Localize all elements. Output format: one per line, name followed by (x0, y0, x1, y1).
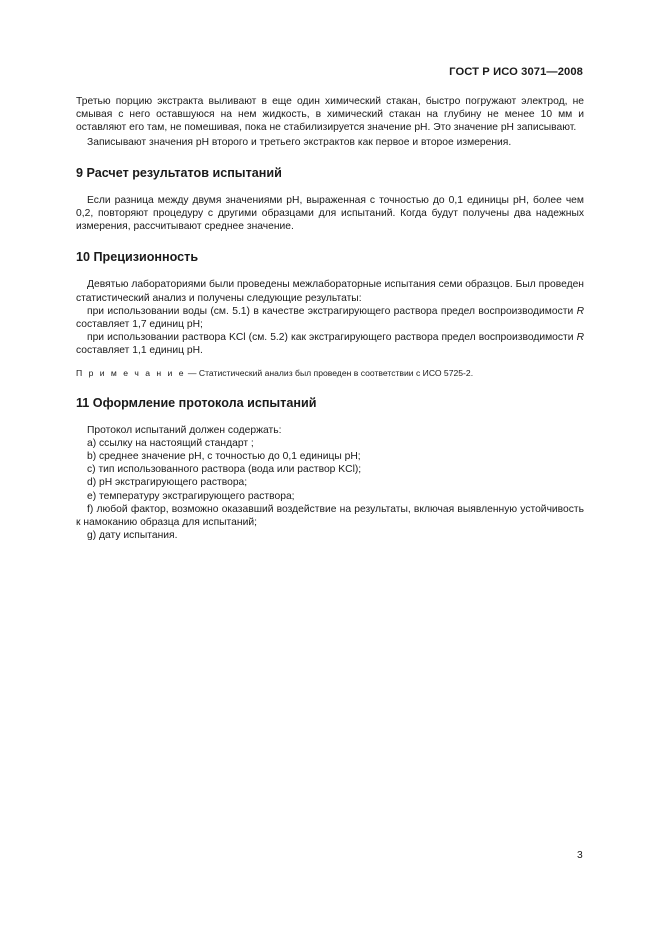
paragraph (76, 136, 584, 149)
list-item: b) среднее значение pH, с точностью до 0,1 единицы pH; (87, 451, 361, 463)
paragraph-text: составляет 1,7 единиц pH; (76, 319, 203, 331)
paragraph-text: при использовании воды (см. 5.1) в качестве экстрагирующего раствора предел воспроизводимости (87, 305, 577, 317)
paragraph-text: при использовании раствора KCl (см. 5.2) как экстрагирующего раствора предел воспроизводимости (87, 332, 577, 344)
list-item: f) любой фактор, возможно оказавший воздействие на результаты, включая выявленную устойчивость к намоканию образца для испытаний; (76, 503, 584, 529)
paragraph (76, 331, 584, 357)
paragraph-text: Записывают значения pH второго и третьего экстрактов как первое и второе измерения. (87, 136, 512, 148)
list-item: e) температуру экстрагирующего раствора; (87, 490, 295, 502)
list-item: d) pH экстрагирующего раствора; (87, 477, 248, 489)
paragraph: Если разница между двумя значениями pH, выраженная с точностью до 0,1 единицы pH, более чем 0,2, повторяют процедуру с другими образцами для испытаний. Когда будут получены два надежных измерения, рассчитывают среднее значение. (76, 194, 584, 233)
section-heading-10: 10 Прецизионность (76, 250, 199, 265)
paragraph: Протокол испытаний должен содержать: (87, 424, 282, 436)
list-item: g) дату испытания. (87, 530, 178, 542)
page-number: 3 (577, 850, 583, 861)
paragraph: Девятью лабораториями были проведены межлабораторные испытания семи образцов. Был проведен статистический анализ и получены следующие результаты: (76, 279, 584, 304)
list-item: c) тип использованного раствора (вода или раствор KCl); (87, 464, 362, 476)
document-header: ГОСТ Р ИСО 3071—2008 (449, 66, 583, 78)
section-heading-9: 9 Расчет результатов испытаний (76, 165, 282, 180)
paragraph (76, 95, 584, 135)
section-heading-11: 11 Оформление протокола испытаний (76, 395, 317, 410)
note-text: — Статистический анализ был проведен в соответствии с ИСО 5725-2. (185, 367, 474, 378)
list-item: a) ссылку на настоящий стандарт ; (87, 437, 254, 449)
paragraph-text: составляет 1,1 единиц pH. (76, 345, 203, 357)
paragraph-text: Третью порцию экстракта выливают в еще один химический стакан, быстро погружают электрод, не смывая с него оставшуюся на нем жидкость, в химический стакан на глубину не менее 10 мм и оставляют его там, не помешивая, пока не стабилизируется значение pH. Это значение pH записывают. (76, 96, 584, 134)
note (76, 367, 584, 379)
reproducibility-symbol: R (576, 332, 584, 344)
document-body (76, 95, 584, 542)
paragraph (76, 305, 584, 331)
note-label: П р и м е ч а н и е (76, 367, 186, 378)
reproducibility-symbol: R (576, 305, 584, 317)
